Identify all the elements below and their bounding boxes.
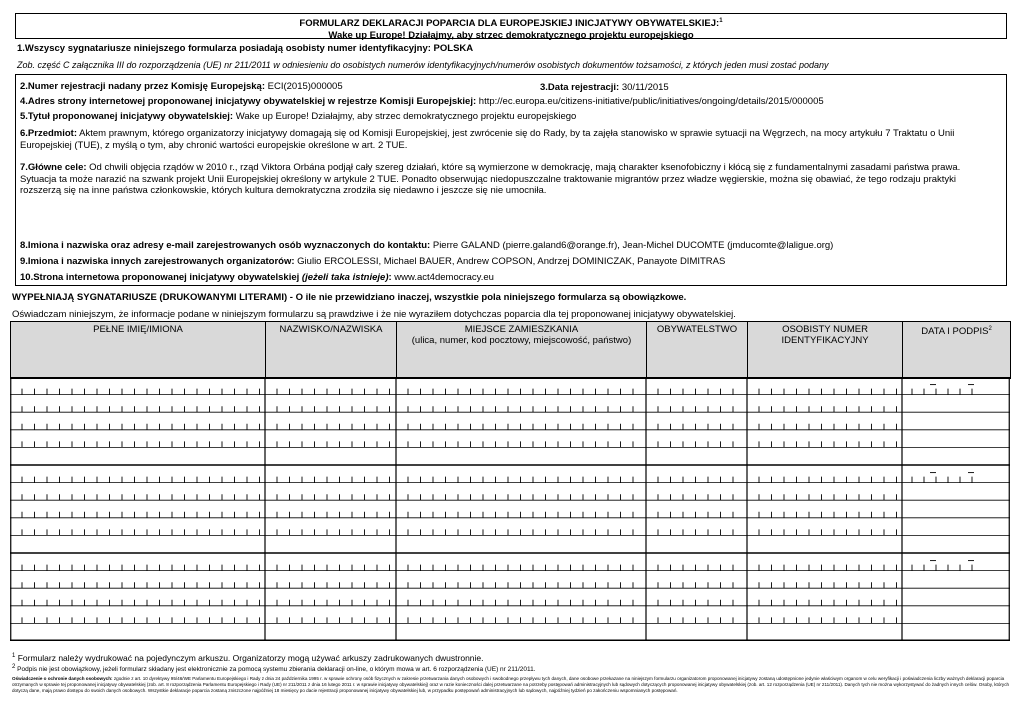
- field-register-url: 4.Adres strony internetowej proponowanej inicjatywy obywatelskiej w rejestrze Komisji Europejskiej: http://ec.europa.eu/citizens-initiative/public/initiatives/ongoing/details/2015/000005: [20, 96, 824, 107]
- col-surname: NAZWISKO/NAZWISKA: [266, 322, 397, 379]
- field-main-goals: 7.Główne cele: Od chwili objęcia rządów w 2010 r., rząd Viktora Orbána podjął cały szereg działań, które są wymierzone w demokrację, mają charakter ksenofobiczny i kłócą się z fundamentalnymi zasadami państwa prawa. Sytuacja ta może narazić na szwank projekt Unii Europejskiej określony w artykule 2 TUE. Ponadto obserwując niedopuszczalne traktowanie migrantów przez władze węgierskie, można się obawiać, że tego rodzaju praktyki rozszerzą się na inne państwa członkowskie, których kultura demokratyczna zrodziła się niedawno i jeszcze się nie umocniła.: [20, 162, 961, 196]
- declaration-statement: Oświadczam niniejszym, że informacje podane w niniejszym formularzu są prawdziwe i że nie wyraziłem dotychczas poparcia dla tej proponowanej inicjatywy obywatelskiej.: [12, 309, 736, 320]
- section1-label: 1.Wszyscy sygnatariusze niniejszego formularza posiadają osobisty numer identyfikacyjny: POLSKA: [17, 43, 474, 54]
- form-title: FORMULARZ DEKLARACJI POPARCIA DLA EUROPEJSKIEJ INICJATYWY OBYWATELSKIEJ:$^1$: [299, 18, 723, 30]
- footnote-2: $^2$ Podpis nie jest obowiązkowy, jeżeli formularz składany jest elektronicznie za pomocą systemu zbierania deklaracji on-line, o którym mowa w art. 6 rozporządzenia (UE) nr 211/2011.: [12, 664, 536, 674]
- field-title: 5.Tytuł proponowanej inicjatywy obywatelskiej: Wake up Europe! Działajmy, aby strzec demokratycznego projektu europejskiego: [20, 111, 577, 122]
- col-residence: MIEJSCE ZAMIESZKANIA (ulica, numer, kod pocztowy, miejscowość, państwo): [397, 322, 647, 379]
- field-registration-date: 3.Data rejestracji: 30/11/2015: [540, 82, 669, 93]
- col-full-name: PEŁNE IMIĘ/IMIONA: [11, 322, 266, 379]
- col-citizenship: OBYWATELSTWO: [647, 322, 748, 379]
- initiative-info-box: [15, 74, 1007, 286]
- footnote-1: $^1$ Formularz należy wydrukować na pojedynczym arkuszu. Organizatorzy mogą używać arkuszy zadrukowanych dwustronnie.: [12, 653, 484, 663]
- field-website: 10.Strona internetowa proponowanej inicjatywy obywatelskiej (jeżeli taka istnieje): www.act4democracy.eu: [20, 272, 494, 283]
- signature-table-header: [10, 321, 1011, 379]
- field-organizers: 9.Imiona i nazwiska innych zarejestrowanych organizatorów: Giulio ERCOLESSI, Michael BAUER, Andrew COPSON, Andrzej DOMINICZAK, Panayote DIMITRAS: [20, 256, 726, 267]
- initiative-title: Wake up Europe! Działajmy, aby strzec demokratycznego projektu europejskiego: [328, 30, 694, 42]
- col-personal-id: OSOBISTY NUMER IDENTYFIKACYJNY: [748, 322, 903, 379]
- form-title-box: [15, 13, 1007, 42]
- privacy-statement: Oświadczenie o ochronie danych osobowych: zgodnie z art. 10 dyrektywy 95/46/WE Parlamentu Europejskiego i Rady z dnia 24 października 1995 r. w sprawie ochrony osób fizycznych w zakresie przetwarzania danych osobowych i swobodnego przepływu tych danych, dane osobowe przekazane na niniejszym formularzu organizatorom proponowanej inicjatywy zostaną udostępnione jedynie właściwym organom w celu weryfikacji i poświadczenia liczby ważnych deklaracji poparcia otrzymanych w sprawie tej proponowanej inicjatywy obywatelskiej (zob. art. 8 rozporządzenia Parlamentu Europejskiego i Rady (UE) nr 211/2011 z dnia 16 lutego 2011 r. w sprawie inicjatywy obywatelskiej) oraz w razie konieczności dalej przetwarzane na potrzeby postępowań administracyjnych lub sądowych dotyczących proponowanej inicjatywy obywatelskiej (zob. art. 12 rozporządzenia (UE) nr 211/2011). Danych tych nie można wykorzystywać do żadnych innych celów. Osoby, których dotyczą dane, mają prawo dostępu do swoich danych osobowych. Wszystkie deklaracje poparcia zostaną zniszczone najpóźniej 18 miesięcy po dacie rejestracji proponowanej inicjatywy obywatelskiej lub, w przypadku postępowań administracyjnych lub sądowych, najpóźniej tydzień po zakończeniu wspomnianych postępowań.: [12, 676, 1010, 693]
- field-registration-number: 2.Numer rejestracji nadany przez Komisję Europejską: ECI(2015)000005: [20, 81, 343, 92]
- col-date-signature: DATA I PODPIS$^2$: [903, 322, 1011, 379]
- field-subject: 6.Przedmiot: Aktem prawnym, którego organizatorzy inicjatywy domagają się od Komisji Europejskiej, jest zwrócenie się do Rady, by ta zajęła stanowisko w sprawie sytuacji na Węgrzech, na mocy artykułu 7 Traktatu o Unii Europejskiej (TUE), z myślą o tym, aby chronić wartości europejskie określone w art. 2 TUE.: [20, 128, 955, 151]
- fill-instruction: WYPEŁNIAJĄ SYGNATARIUSZE (DRUKOWANYMI LITERAMI) - O ile nie przewidziano inaczej, wszystkie pola niniejszego formularza są obowiązkowe.: [12, 292, 687, 303]
- field-contacts: 8.Imiona i nazwiska oraz adresy e-mail zarejestrowanych osób wyznaczonych do kontaktu: Pierre GALAND (pierre.galand6@orange.fr), Jean-Michel DUCOMTE (jmducomte@laligue.org): [20, 240, 834, 251]
- section1-note: Zob. część C załącznika III do rozporządzenia (UE) nr 211/2011 w odniesieniu do osobistych numerów identyfikacyjnych/numerów osobistych dokumentów tożsamości, z których jeden musi zostać podany: [17, 60, 829, 70]
- signature-entry-grid[interactable]: [10, 377, 1010, 641]
